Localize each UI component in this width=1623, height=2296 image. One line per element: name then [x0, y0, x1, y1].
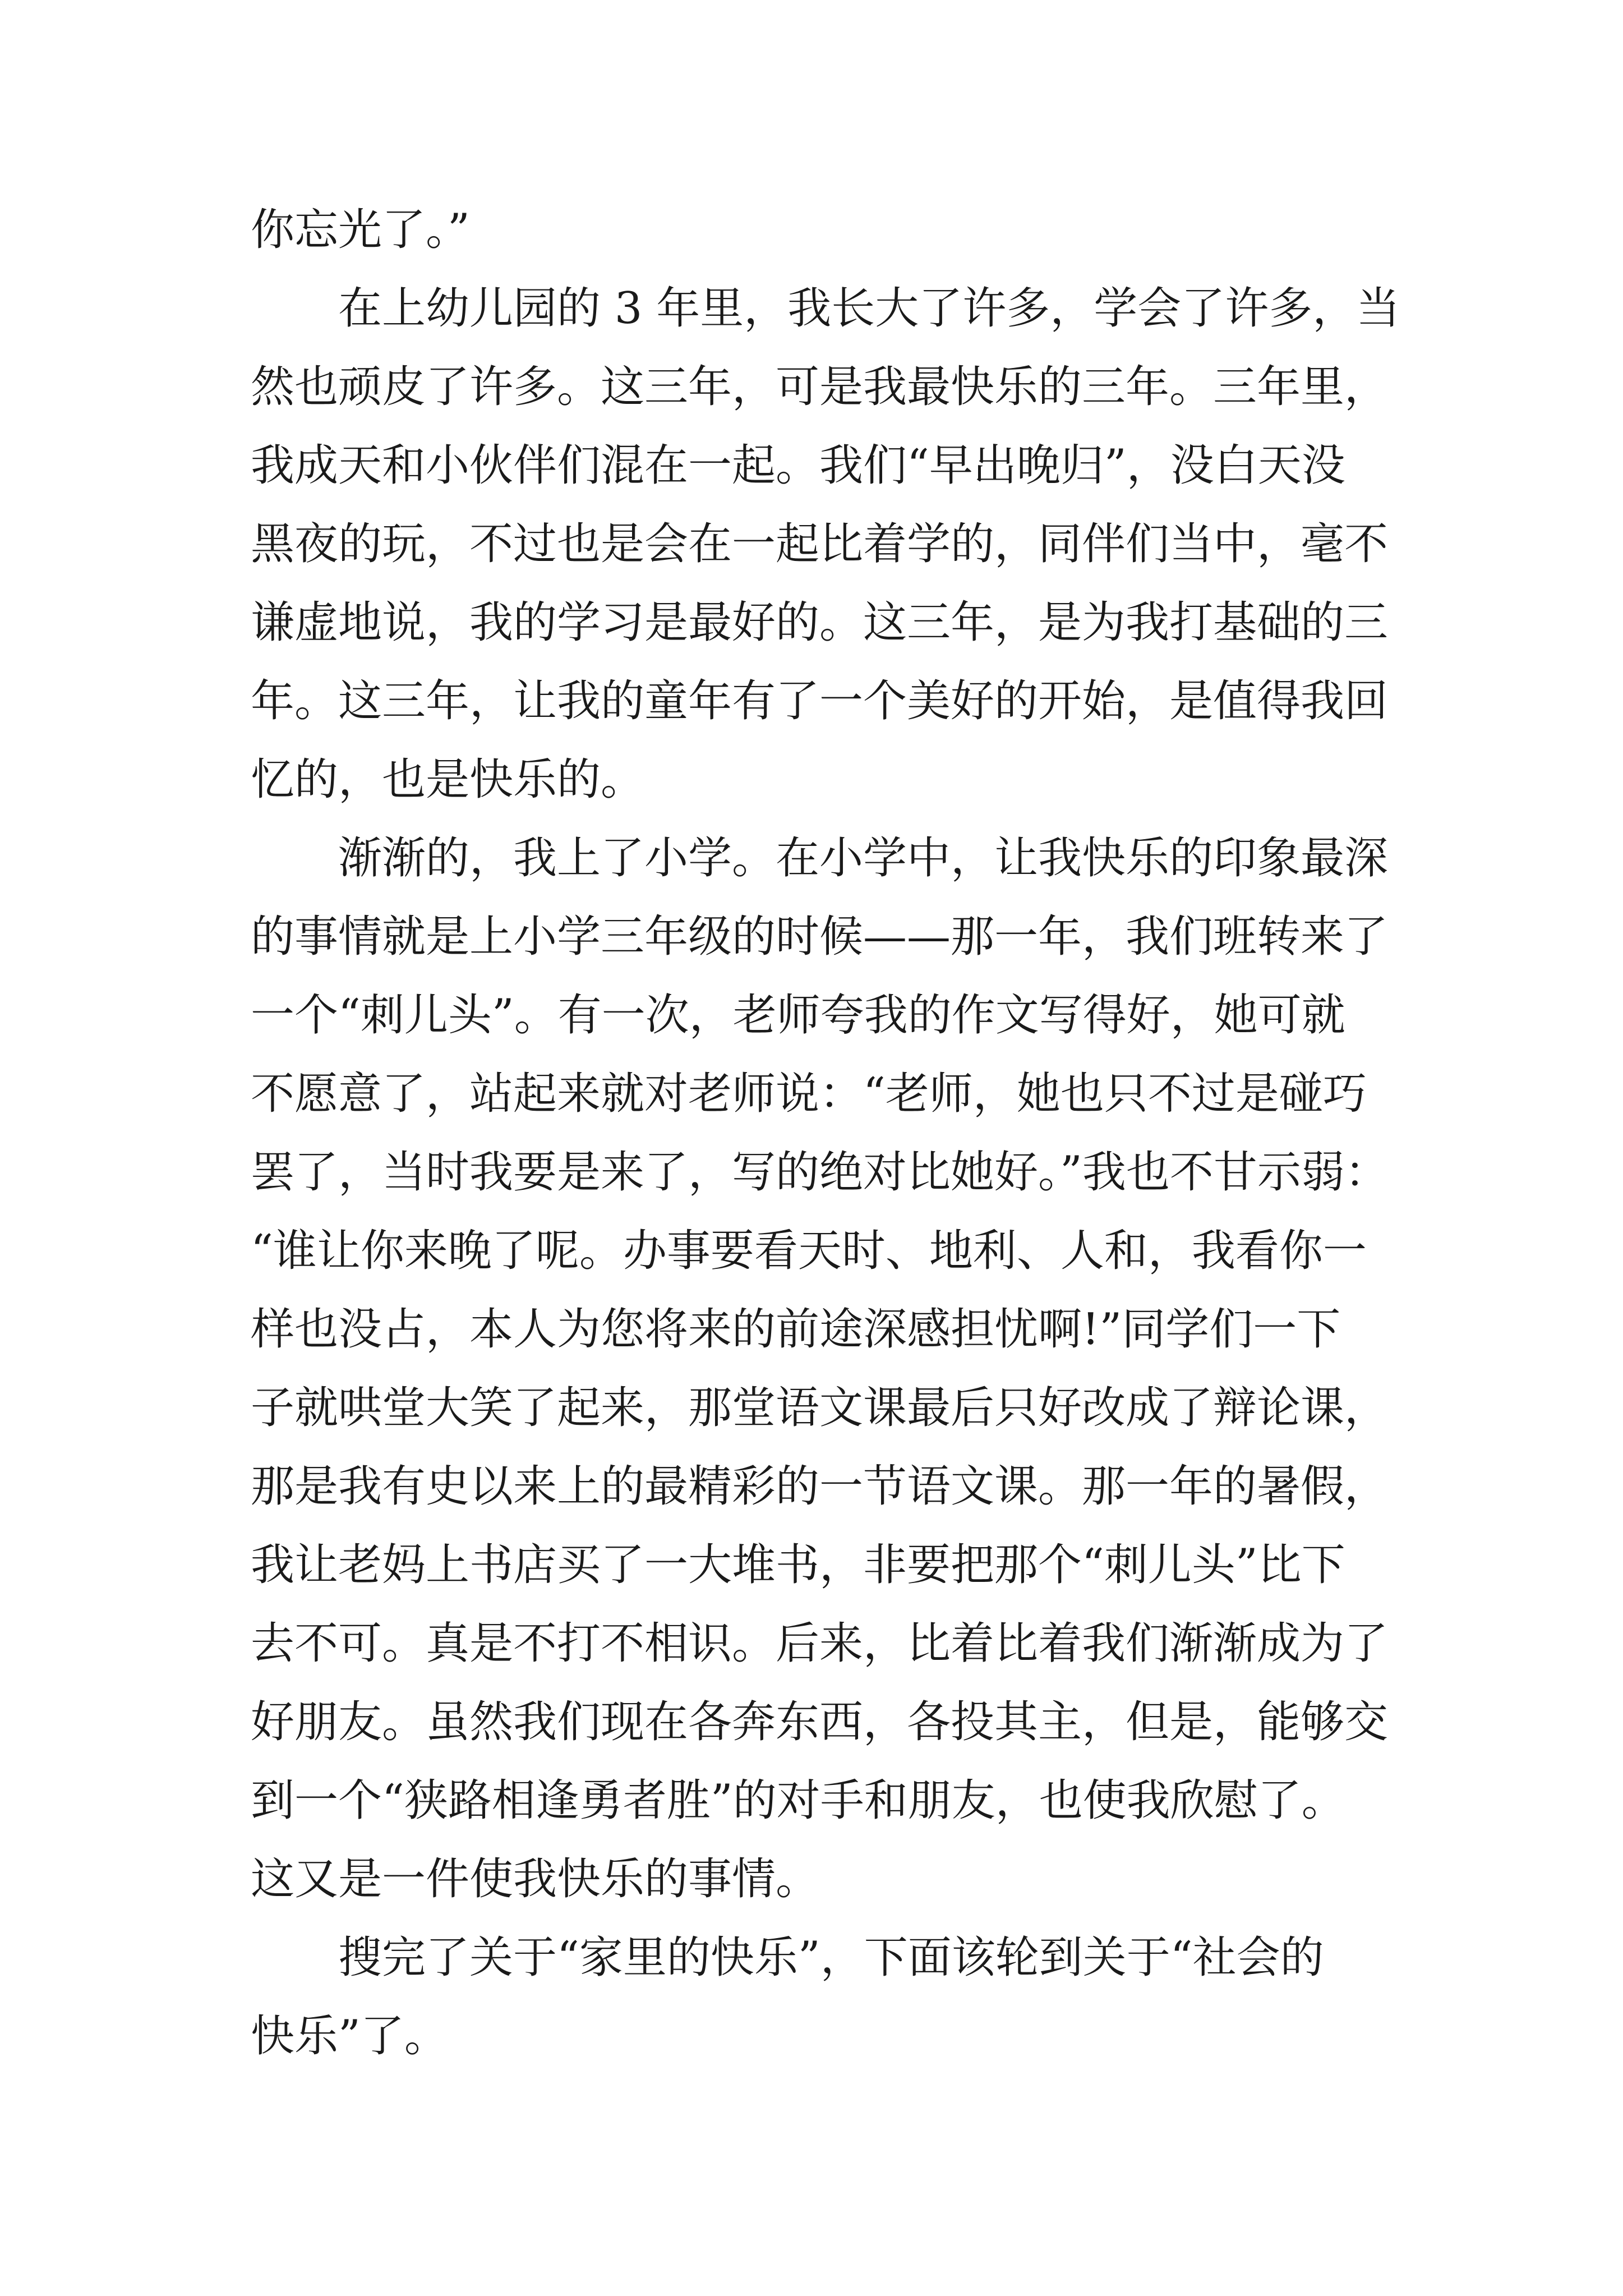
text-line: 一个“刺儿头”。有一次，老师夸我的作文写得好，她可就 [251, 990, 1345, 1041]
text-line: 的事情就是上小学三年级的时候——那一年，我们班转来了 [251, 912, 1389, 962]
text-line: 我让老妈上书店买了一大堆书，非要把那个“刺儿头”比下 [251, 1540, 1345, 1590]
text-line: 好朋友。虽然我们现在各奔东西，各投其主，但是，能够交 [251, 1697, 1389, 1747]
text-line: 罢了，当时我要是来了，写的绝对比她好。”我也不甘示弱： [251, 1147, 1389, 1198]
text-line: 黑夜的玩，不过也是会在一起比着学的，同伴们当中，毫不 [251, 519, 1389, 569]
document-body [251, 191, 1412, 2076]
text-line: 不愿意了，站起来就对老师说：“老师，她也只不过是碰巧 [251, 1069, 1367, 1119]
text-line: 我成天和小伙伴们混在一起。我们“早出晚归”，没白天没 [251, 440, 1345, 491]
text-line: 到一个“狭路相逢勇者胜”的对手和朋友，也使我欣慰了。 [251, 1775, 1345, 1826]
text-line: 样也没占，本人为您将来的前途深感担忧啊!”同学们一下 [251, 1304, 1341, 1355]
paragraph [251, 1918, 1412, 2076]
text-line: “谁让你来晚了呢。办事要看天时、地利、人和，我看你一 [251, 1226, 1367, 1276]
text-line: 子就哄堂大笑了起来，那堂语文课最后只好改成了辩论课， [251, 1383, 1389, 1433]
text-line: 你忘光了。” [251, 205, 470, 255]
text-line: 去不可。真是不打不相识。后来，比着比着我们渐渐成为了 [251, 1618, 1389, 1669]
text-line: 忆的，也是快乐的。 [251, 754, 645, 805]
paragraph [251, 191, 1412, 269]
text-line: 谦虚地说，我的学习是最好的。这三年，是为我打基础的三 [251, 597, 1389, 648]
text-line: 在上幼儿园的 3 年里，我长大了许多，学会了许多，当 [338, 283, 1400, 334]
text-line: 年。这三年，让我的童年有了一个美好的开始，是值得我回 [251, 676, 1389, 726]
text-line: 那是我有史以来上的最精彩的一节语文课。那一年的暑假， [251, 1461, 1389, 1512]
text-line: 搜完了关于“家里的快乐”，下面该轮到关于“社会的 [338, 1932, 1324, 1983]
text-line: 这又是一件使我快乐的事情。 [251, 1854, 820, 1904]
paragraph [251, 819, 1412, 1918]
text-line: 渐渐的，我上了小学。在小学中，让我快乐的印象最深 [338, 833, 1389, 884]
text-line: 快乐”了。 [251, 2011, 448, 2062]
paragraph [251, 269, 1412, 819]
text-line: 然也顽皮了许多。这三年，可是我最快乐的三年。三年里， [251, 362, 1389, 412]
